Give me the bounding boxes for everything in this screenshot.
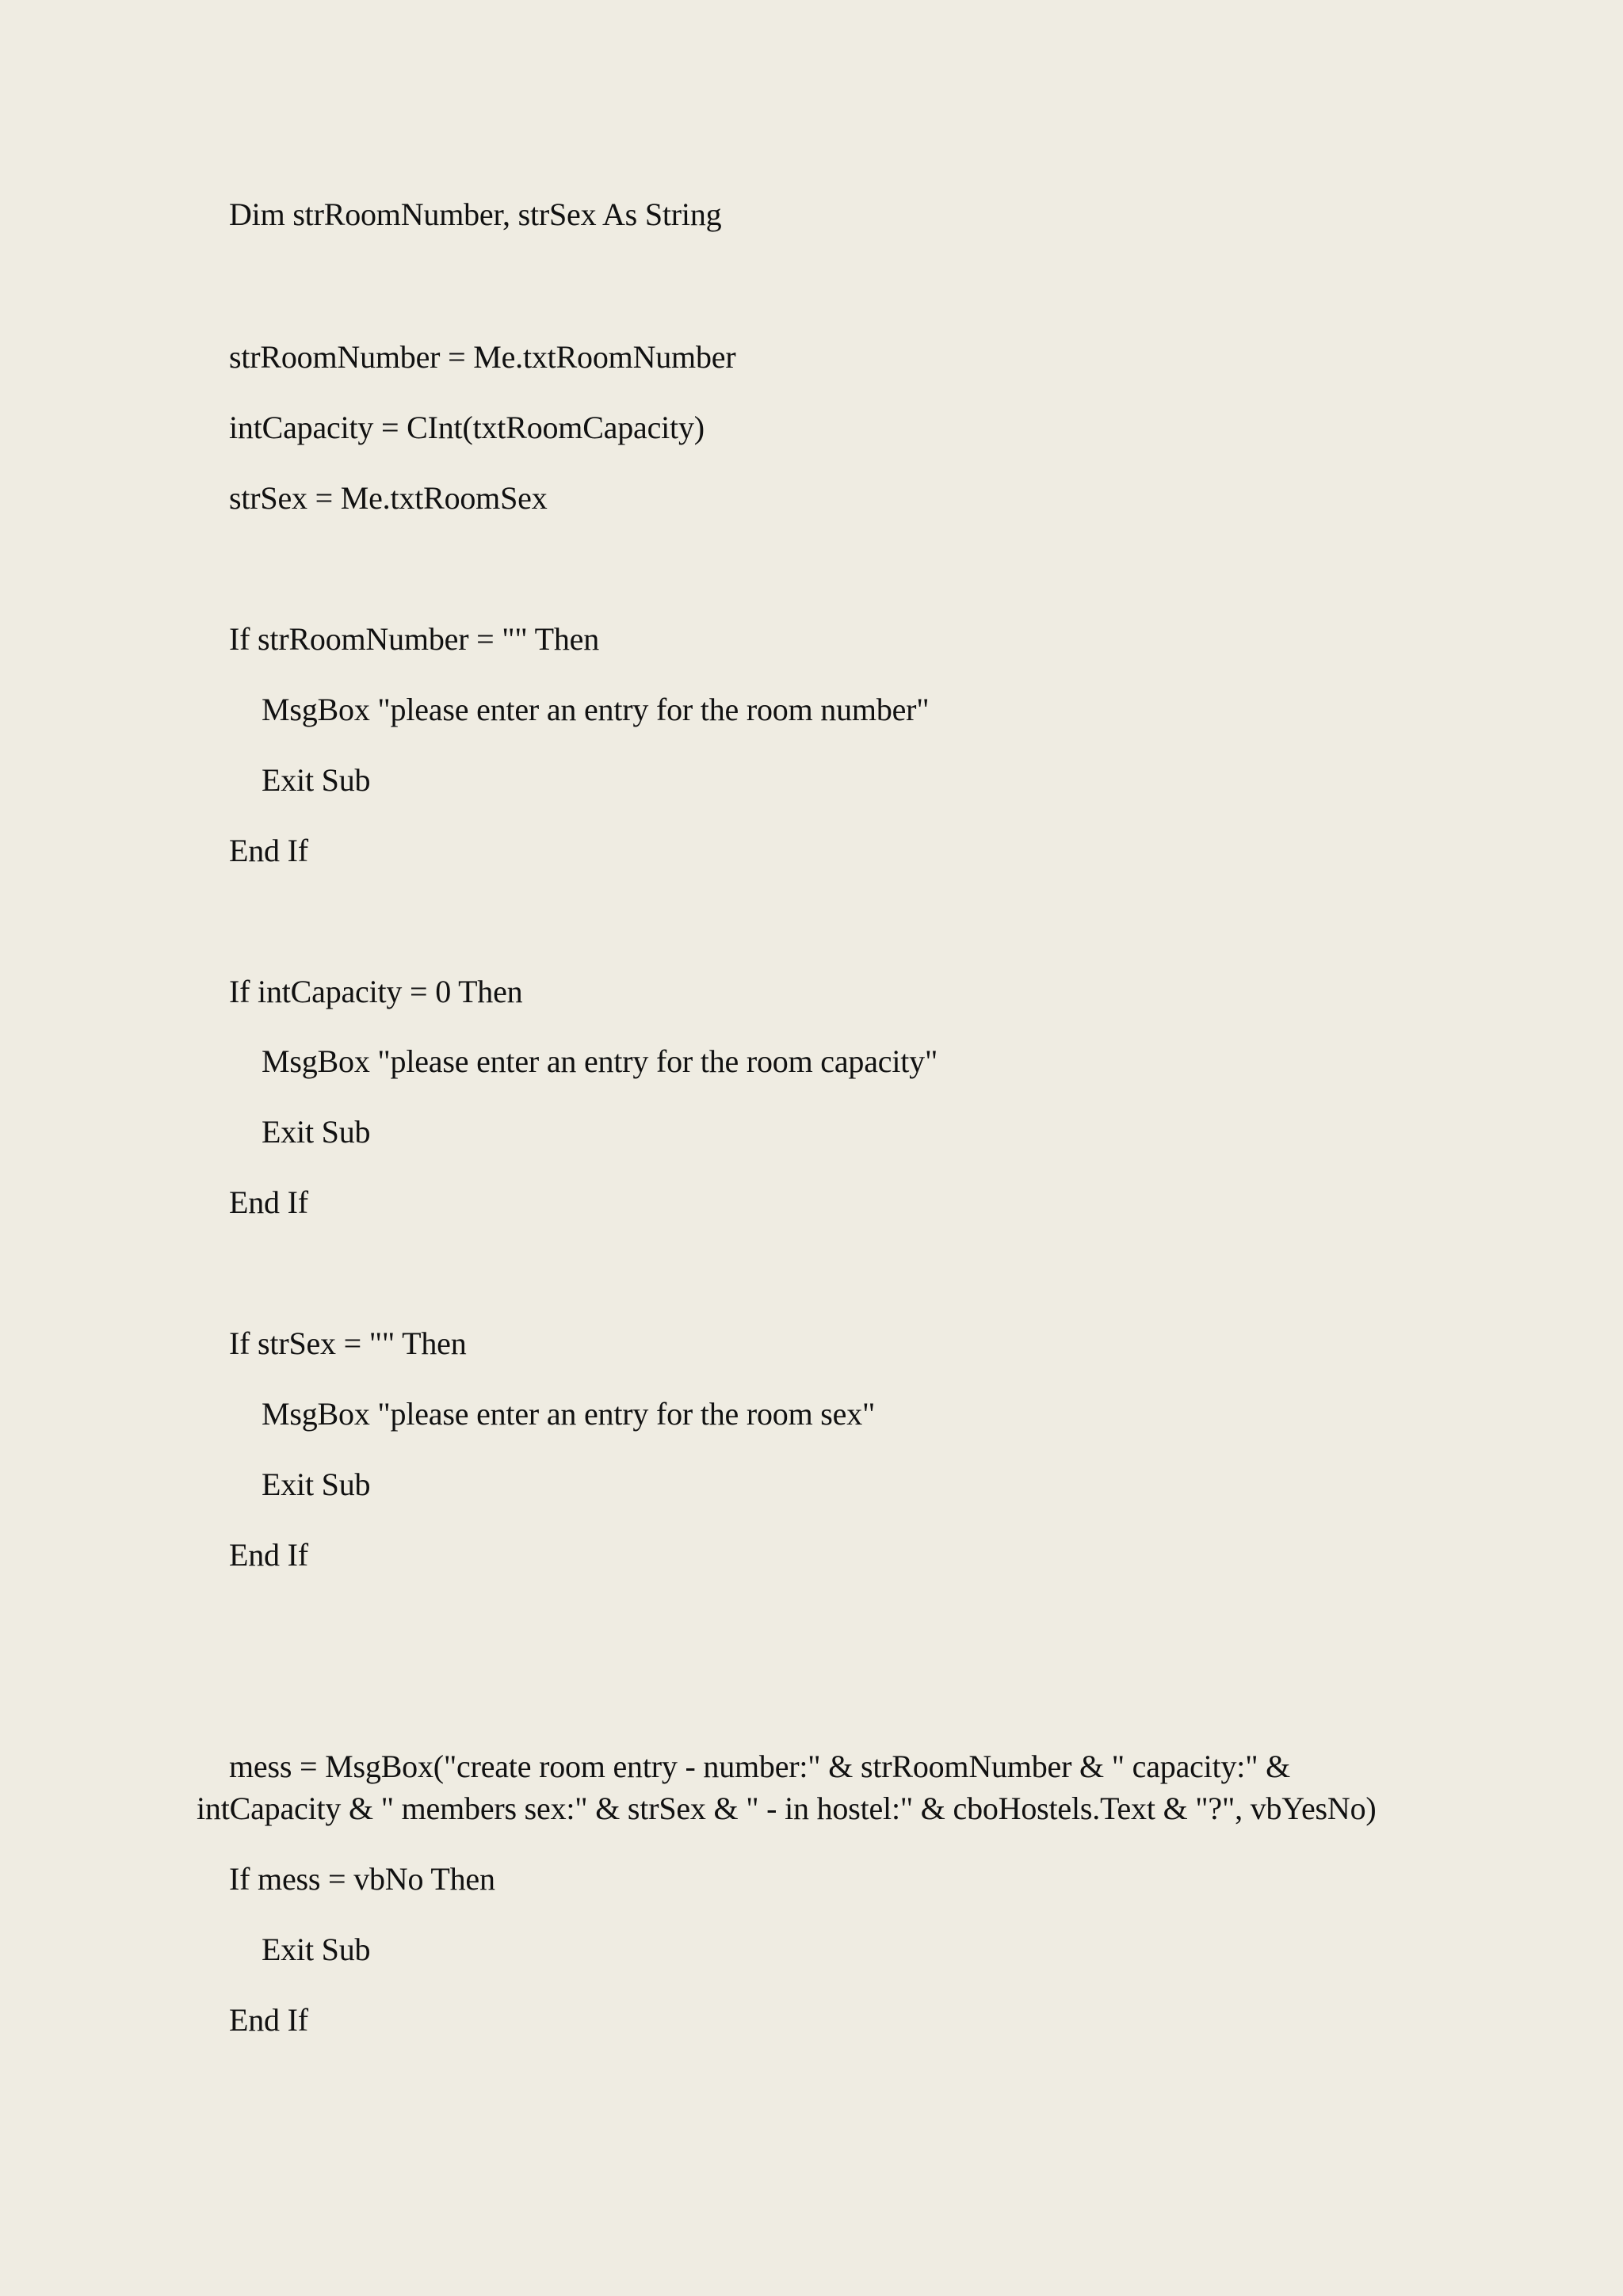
code-line-msg-room-number: MsgBox "please enter an entry for the room number" [262,692,930,727]
code-line-if-room-number: If strRoomNumber = "" Then [229,621,599,657]
code-line-assign-sex: strSex = Me.txtRoomSex [229,480,548,516]
code-line-dim: Dim strRoomNumber, strSex As String [229,196,722,232]
code-line-msg-capacity: MsgBox "please enter an entry for the room capacity" [262,1043,938,1079]
code-line-exit-sub-2: Exit Sub [262,1114,371,1150]
code-line-exit-sub-4: Exit Sub [262,1932,371,1967]
code-line-end-if-2: End If [229,1184,308,1220]
code-line-assign-room-number: strRoomNumber = Me.txtRoomNumber [229,339,736,375]
code-line-if-sex: If strSex = "" Then [229,1325,467,1361]
code-line-end-if-4: End If [229,2002,308,2038]
code-line-msg-sex: MsgBox "please enter an entry for the room sex" [262,1396,876,1432]
code-line-mess-2: intCapacity & " members sex:" & strSex & " - in hostel:" & cboHostels.Text & "?", vbYesNo) [197,1791,1377,1826]
code-line-end-if-3: End If [229,1537,308,1573]
code-line-exit-sub-1: Exit Sub [262,762,371,798]
code-line-mess-1: mess = MsgBox("create room entry - number:" & strRoomNumber & " capacity:" & [229,1749,1291,1784]
code-line-exit-sub-3: Exit Sub [262,1466,371,1502]
code-line-end-if-1: End If [229,833,308,868]
code-line-assign-capacity: intCapacity = CInt(txtRoomCapacity) [229,410,705,445]
code-line-if-mess: If mess = vbNo Then [229,1861,495,1897]
code-line-if-capacity: If intCapacity = 0 Then [229,974,523,1009]
